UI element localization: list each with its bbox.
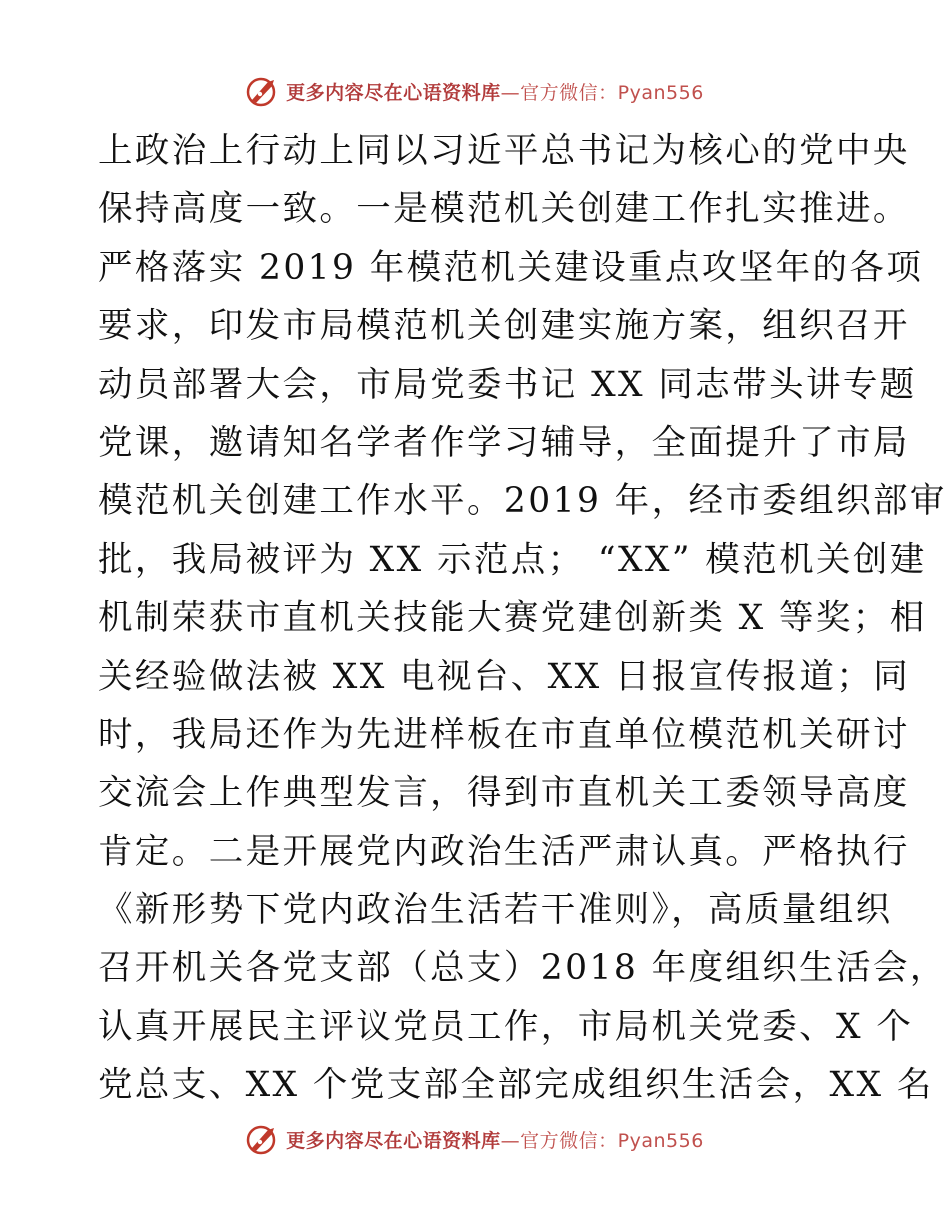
text-line: 《新形势下党内政治生活若干准则》，高质量组织 bbox=[98, 890, 893, 931]
footer-watermark bbox=[0, 1122, 950, 1156]
text-line: 肯定。二是开展党内政治生活严肃认真。严格执行 bbox=[98, 831, 910, 872]
watermark-wechat: —官方微信：Pyan556 bbox=[500, 81, 704, 104]
text-line: 要求，印发市局模范机关创建实施方案，组织召开 bbox=[98, 306, 910, 347]
watermark-text bbox=[286, 78, 704, 105]
text-line: 保持高度一致。一是模范机关创建工作扎实推进。 bbox=[98, 189, 910, 230]
text-line: 召开机关各党支部（总支）2018 年度组织生活会， bbox=[98, 948, 947, 989]
text-line: 关经验做法被 XX 电视台、XX 日报宣传报道；同 bbox=[98, 656, 911, 697]
watermark-wechat: —官方微信：Pyan556 bbox=[500, 1129, 704, 1152]
watermark-text bbox=[286, 1126, 704, 1153]
watermark-brand: 更多内容尽在心语资料库 bbox=[286, 1129, 501, 1152]
text-line: 上政治上行动上同以习近平总书记为核心的党中央 bbox=[98, 131, 910, 171]
watermark-brand: 更多内容尽在心语资料库 bbox=[286, 81, 501, 104]
text-line: 时，我局还作为先进样板在市直单位模范机关研讨 bbox=[98, 714, 910, 755]
text-line: 党课，邀请知名学者作学习辅导，全面提升了市局 bbox=[98, 422, 910, 463]
document-body bbox=[98, 122, 947, 1115]
text-line: 党总支、XX 个党支部全部完成组织生活会，XX 名 bbox=[98, 1065, 934, 1106]
text-line: 动员部署大会，市局党委书记 XX 同志带头讲专题 bbox=[98, 364, 917, 405]
text-line: 交流会上作典型发言，得到市直机关工委领导高度 bbox=[98, 773, 910, 814]
text-line: 模范机关创建工作水平。2019 年，经市委组织部审 bbox=[98, 481, 947, 522]
text-line: 认真开展民主评议党员工作，市局机关党委、X 个 bbox=[98, 1006, 914, 1047]
pen-nib-logo-icon bbox=[246, 74, 280, 108]
pen-nib-logo-icon bbox=[246, 1122, 280, 1156]
text-line: 机制荣获市直机关技能大赛党建创新类 X 等奖；相 bbox=[98, 598, 927, 639]
header-watermark bbox=[0, 74, 950, 108]
text-line: 严格落实 2019 年模范机关建设重点攻坚年的各项 bbox=[98, 247, 924, 288]
text-line: 批，我局被评为 XX 示范点； “XX” 模范机关创建 bbox=[98, 539, 927, 580]
